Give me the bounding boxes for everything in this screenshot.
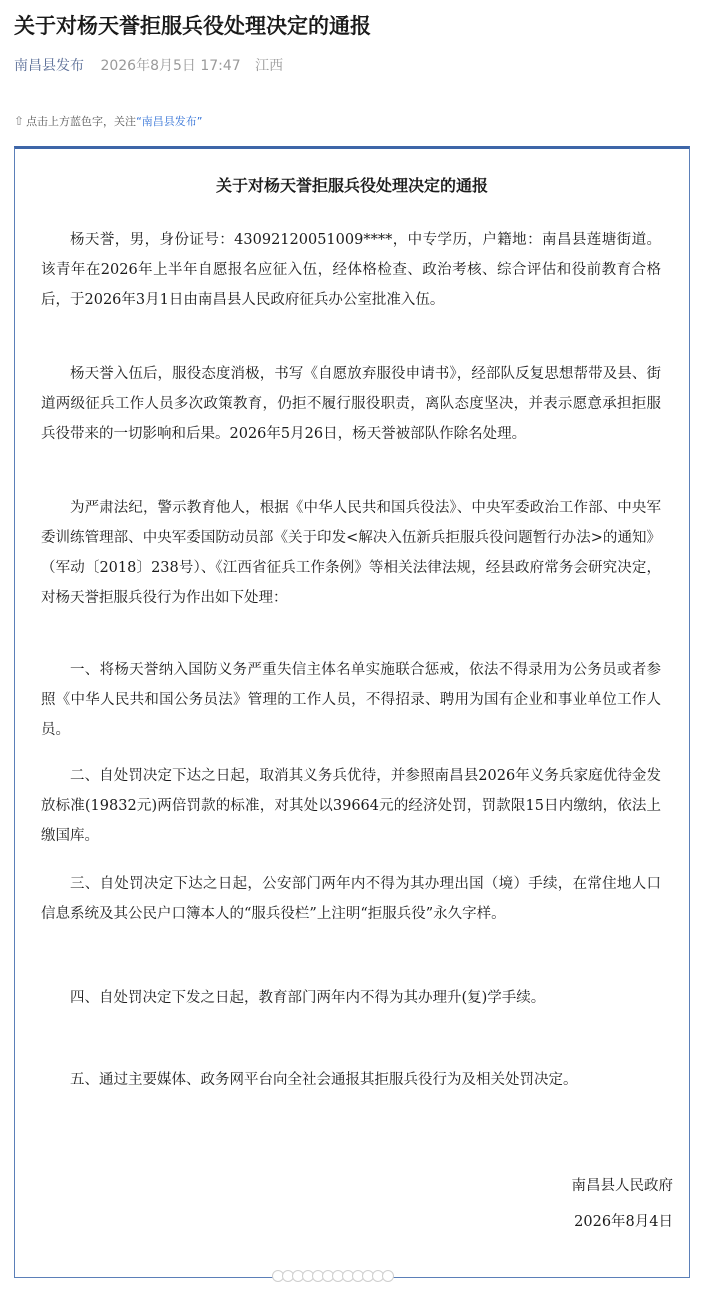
publish-location: 江西 <box>255 58 284 74</box>
notice-paragraph: 一、将杨天誉纳入国防义务严重失信主体名单实施联合惩戒，依法不得录用为公务员或者参照《中华人民共和国公务员法》管理的工作人员，不得招录、聘用为国有企业和事业单位工作人员。 <box>41 662 661 738</box>
publish-date: 2026年8月5日 17:47 <box>100 58 241 74</box>
notice-box <box>14 146 690 1278</box>
signature-org: 南昌县人民政府 <box>571 1178 673 1194</box>
follow-hint-text: 点击上方蓝色字，关注 <box>26 115 137 128</box>
notice-paragraph: 五、通过主要媒体、政务网平台向全社会通报其拒服兵役行为及相关处罚决定。 <box>70 1072 578 1088</box>
account-name-link[interactable]: 南昌县发布 <box>14 58 84 74</box>
up-arrow-icon: ⇧ <box>14 114 25 128</box>
article-meta <box>14 56 293 76</box>
weibo-dots-watermark-icon <box>274 1270 394 1282</box>
follow-hint <box>14 112 202 131</box>
signature-date: 2026年8月4日 <box>574 1214 673 1230</box>
notice-heading: 关于对杨天誉拒服兵役处理决定的通报 <box>215 176 488 195</box>
article-title: 关于对杨天誉拒服兵役处理决定的通报 <box>14 14 371 38</box>
notice-paragraph: 杨天誉入伍后，服役态度消极，书写《自愿放弃服役申请书》，经部队反复思想帮带及县、街道两级征兵工作人员多次政策教育，仍拒不履行服役职责，离队态度坚决，并表示愿意承担拒服兵役带来的一切影响和后果。2026年5月26日，杨天誉被部队作除名处理。 <box>41 366 661 442</box>
notice-paragraph: 为严肃法纪，警示教育他人，根据《中华人民共和国兵役法》、中央军委政治工作部、中央军委训练管理部、中央军委国防动员部《关于印发<解决入伍新兵拒服兵役问题暂行办法>的通知》（军动〔2018〕238号）、《江西省征兵工作条例》等相关法律法规，经县政府常务会研究决定，对杨天誉拒服兵役行为作出如下处理： <box>41 500 661 606</box>
notice-paragraph: 杨天誉，男，身份证号：43092120051009****，中专学历，户籍地：南昌县莲塘街道。该青年在2026年上半年自愿报名应征入伍，经体格检查、政治考核、综合评估和役前教育合格后，于2026年3月1日由南昌县人民政府征兵办公室批准入伍。 <box>41 232 661 308</box>
notice-paragraph: 三、自处罚决定下达之日起，公安部门两年内不得为其办理出国（境）手续，在常住地人口信息系统及其公民户口簿本人的“服兵役栏”上注明“拒服兵役”永久字样。 <box>41 876 661 922</box>
notice-paragraph: 四、自处罚决定下发之日起，教育部门两年内不得为其办理升(复)学手续。 <box>70 990 546 1006</box>
notice-paragraph: 二、自处罚决定下达之日起，取消其义务兵优待，并参照南昌县2026年义务兵家庭优待金发放标准(19832元)两倍罚款的标准，对其处以39664元的经济处罚，罚款限15日内缴纳，依法上缴国库。 <box>41 768 661 844</box>
watermark-dot <box>382 1270 394 1282</box>
follow-account-link[interactable]: “南昌县发布” <box>136 115 203 128</box>
